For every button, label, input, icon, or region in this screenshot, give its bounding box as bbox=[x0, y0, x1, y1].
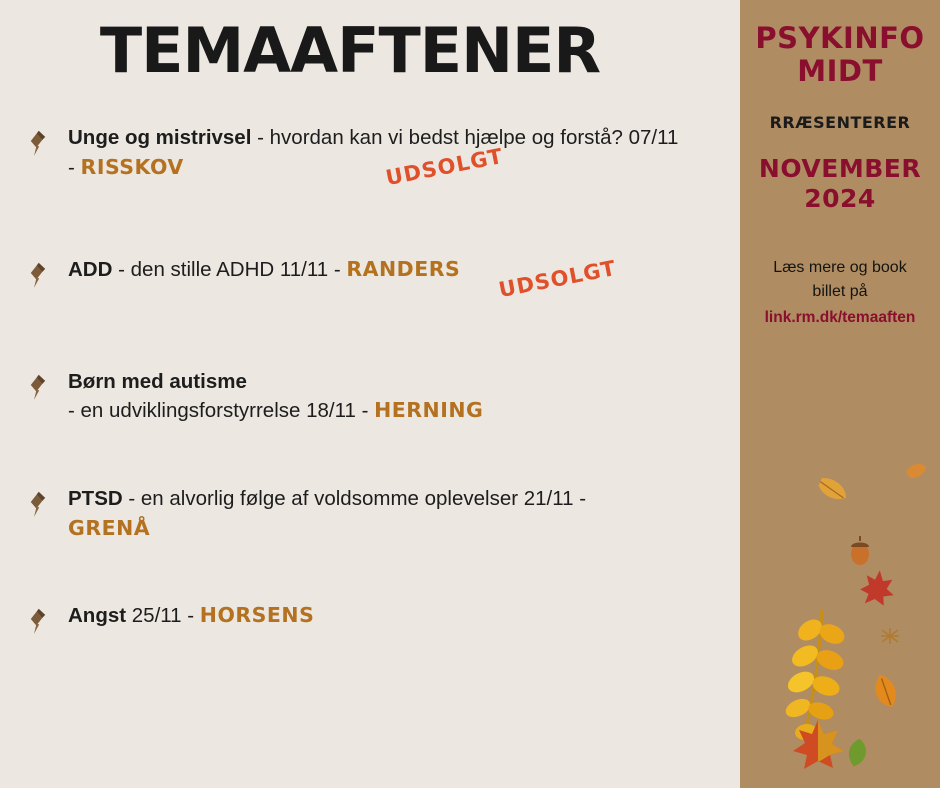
booking-line-2: billet på bbox=[812, 282, 868, 300]
leaf-icon bbox=[858, 568, 898, 608]
pushpin-icon bbox=[26, 129, 54, 157]
event-city: HERNING bbox=[374, 398, 484, 423]
booking-link[interactable]: link.rm.dk/temaaften bbox=[764, 308, 916, 326]
event-title: Børn med autisme bbox=[68, 369, 247, 393]
event-detail: - en udviklingsforstyrrelse 18/11 - bbox=[68, 399, 375, 423]
event-title: ADD bbox=[68, 257, 113, 281]
acorn-icon bbox=[851, 536, 869, 565]
event-city: HORSENS bbox=[199, 603, 315, 628]
list-item bbox=[0, 484, 740, 543]
pushpin-icon bbox=[26, 373, 54, 401]
list-item bbox=[0, 123, 740, 191]
brand-line-1: PSYKINFO bbox=[755, 21, 925, 55]
page-title: TEMAAFTENER bbox=[99, 14, 601, 87]
event-description bbox=[68, 484, 668, 543]
list-item bbox=[0, 255, 740, 307]
list-item bbox=[0, 601, 740, 653]
pushpin-icon bbox=[26, 607, 54, 635]
event-title: Angst bbox=[68, 604, 127, 628]
sidebar bbox=[740, 0, 940, 788]
leaf-icon bbox=[905, 460, 929, 481]
seed-pod-icon bbox=[881, 628, 899, 644]
leaf-icon bbox=[872, 672, 899, 710]
leaf-icon bbox=[844, 737, 870, 769]
event-detail: - hvordan kan vi bedst hjælpe og forstå? 07/11 - bbox=[68, 126, 679, 179]
event-description bbox=[68, 123, 688, 182]
booking-line-1: Læs mere og book bbox=[773, 258, 907, 276]
event-list bbox=[0, 123, 740, 653]
event-description bbox=[68, 367, 588, 426]
date-block bbox=[740, 154, 940, 214]
leaf-icon bbox=[783, 610, 848, 741]
event-city: GRENÅ bbox=[68, 515, 151, 540]
event-detail: - den stille ADHD 11/11 - bbox=[112, 257, 347, 281]
autumn-leaves-decoration bbox=[740, 430, 940, 788]
event-description bbox=[68, 601, 688, 631]
event-city: RISSKOV bbox=[80, 154, 184, 179]
brand-name bbox=[740, 0, 940, 89]
year-label: 2024 bbox=[804, 183, 876, 213]
pushpin-icon bbox=[26, 261, 54, 289]
list-item bbox=[0, 367, 740, 426]
event-city: RANDERS bbox=[346, 256, 461, 281]
leaf-icon bbox=[816, 475, 850, 503]
booking-info bbox=[740, 256, 940, 329]
event-title: Unge og mistrivsel bbox=[68, 126, 252, 150]
presents-label: RRÆSENTERER bbox=[769, 112, 911, 132]
status-badge: UDSOLGT bbox=[383, 143, 506, 191]
status-badge: UDSOLGT bbox=[496, 255, 619, 302]
event-detail: - en alvorlig følge af voldsomme oplevelser 21/11 - bbox=[122, 486, 587, 510]
event-title: PTSD bbox=[68, 486, 123, 510]
brand-line-2: MIDT bbox=[797, 54, 883, 89]
month-label: NOVEMBER bbox=[758, 153, 922, 183]
pushpin-icon bbox=[26, 490, 54, 518]
event-detail: 25/11 - bbox=[126, 604, 200, 628]
